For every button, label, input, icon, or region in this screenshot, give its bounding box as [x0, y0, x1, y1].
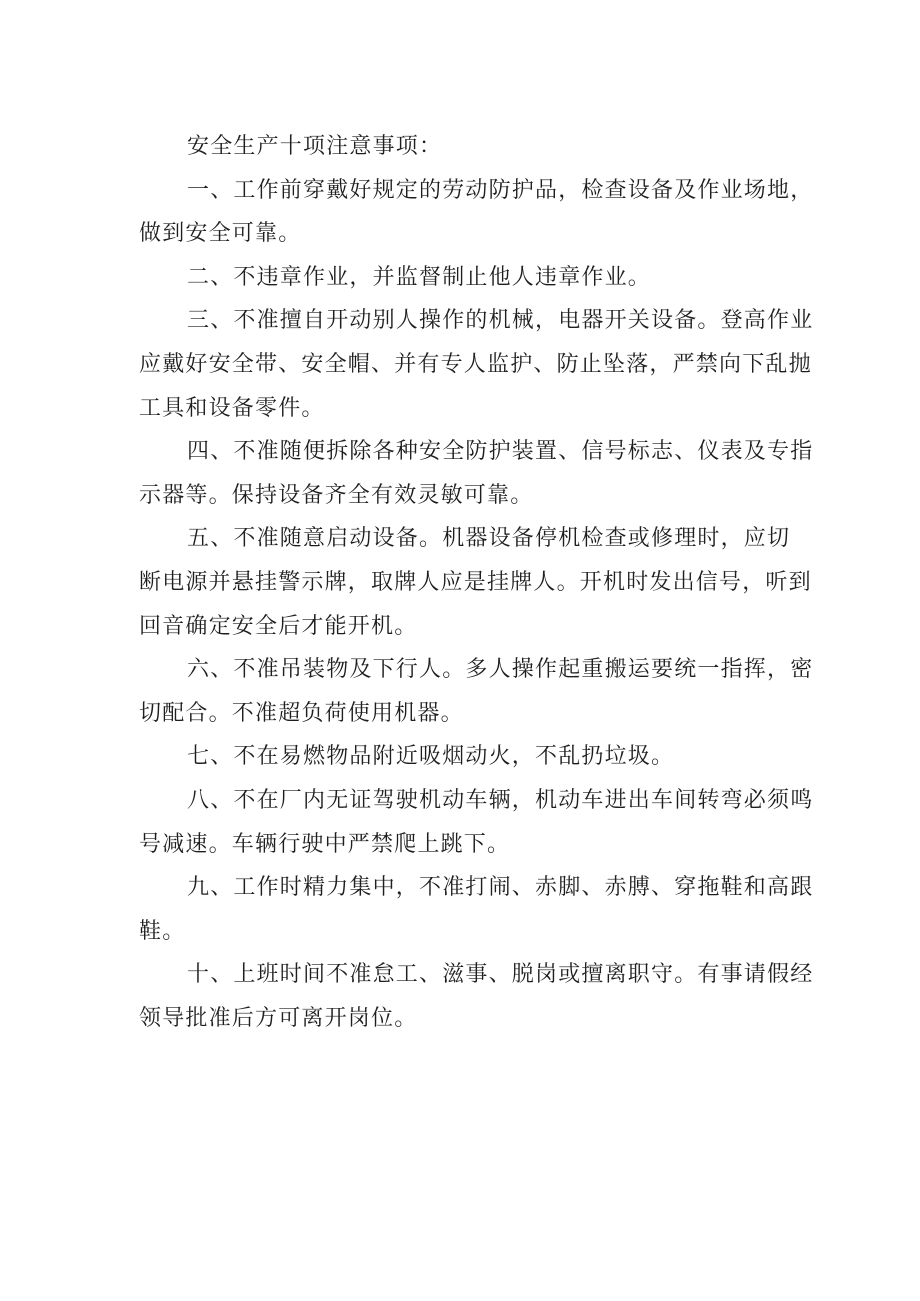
- item-3-line-3: 工具和设备零件。: [139, 395, 325, 421]
- item-6-line-2: 切配合。不准超负荷使用机器。: [139, 700, 464, 726]
- item-8-line-2: 号减速。车辆行驶中严禁爬上跳下。: [139, 831, 511, 857]
- document-title: 安全生产十项注意事项：: [187, 134, 443, 159]
- item-2-line-1: 二、不违章作业，并监督制止他人违章作业。: [187, 264, 652, 290]
- item-4-line-1: 四、不准随便拆除各种安全防护装置、信号标志、仪表及专指: [187, 439, 814, 465]
- document-body: [139, 125, 815, 1040]
- item-1-line-1: 一、工作前穿戴好规定的劳动防护品，检查设备及作业场地，: [187, 177, 814, 203]
- item-7-line-1: 七、不在易燃物品附近吸烟动火，不乱扔垃圾。: [187, 744, 675, 770]
- item-9-line-2: 鞋。: [139, 918, 186, 944]
- item-6-line-1: 六、不准吊装物及下行人。多人操作起重搬运要统一指挥，密: [187, 657, 814, 683]
- item-9-line-1: 九、工作时精力集中，不准打闹、赤脚、赤膊、穿拖鞋和高跟: [187, 875, 814, 901]
- item-5-line-2: 断电源并悬挂警示牌，取牌人应是挂牌人。开机时发出信号，听到: [139, 569, 812, 595]
- item-8-line-1: 八、不在厂内无证驾驶机动车辆，机动车进出车间转弯必须鸣: [187, 787, 814, 813]
- item-4-line-2: 示器等。保持设备齐全有效灵敏可靠。: [139, 482, 534, 508]
- item-5-line-3: 回音确定安全后才能开机。: [139, 613, 418, 639]
- item-3-line-1: 三、不准擅自开动别人操作的机械，电器开关设备。登高作业: [187, 308, 814, 334]
- item-5-line-1: 五、不准随意启动设备。机器设备停机检查或修理时，应切: [187, 526, 791, 552]
- item-10-line-2: 领导批准后方可离开岗位。: [139, 1005, 418, 1031]
- item-10-line-1: 十、上班时间不准怠工、滋事、脱岗或擅离职守。有事请假经: [187, 962, 814, 988]
- item-1-line-2: 做到安全可靠。: [139, 221, 302, 247]
- item-3-line-2: 应戴好安全带、安全帽、并有专人监护、防止坠落，严禁向下乱抛: [139, 351, 812, 377]
